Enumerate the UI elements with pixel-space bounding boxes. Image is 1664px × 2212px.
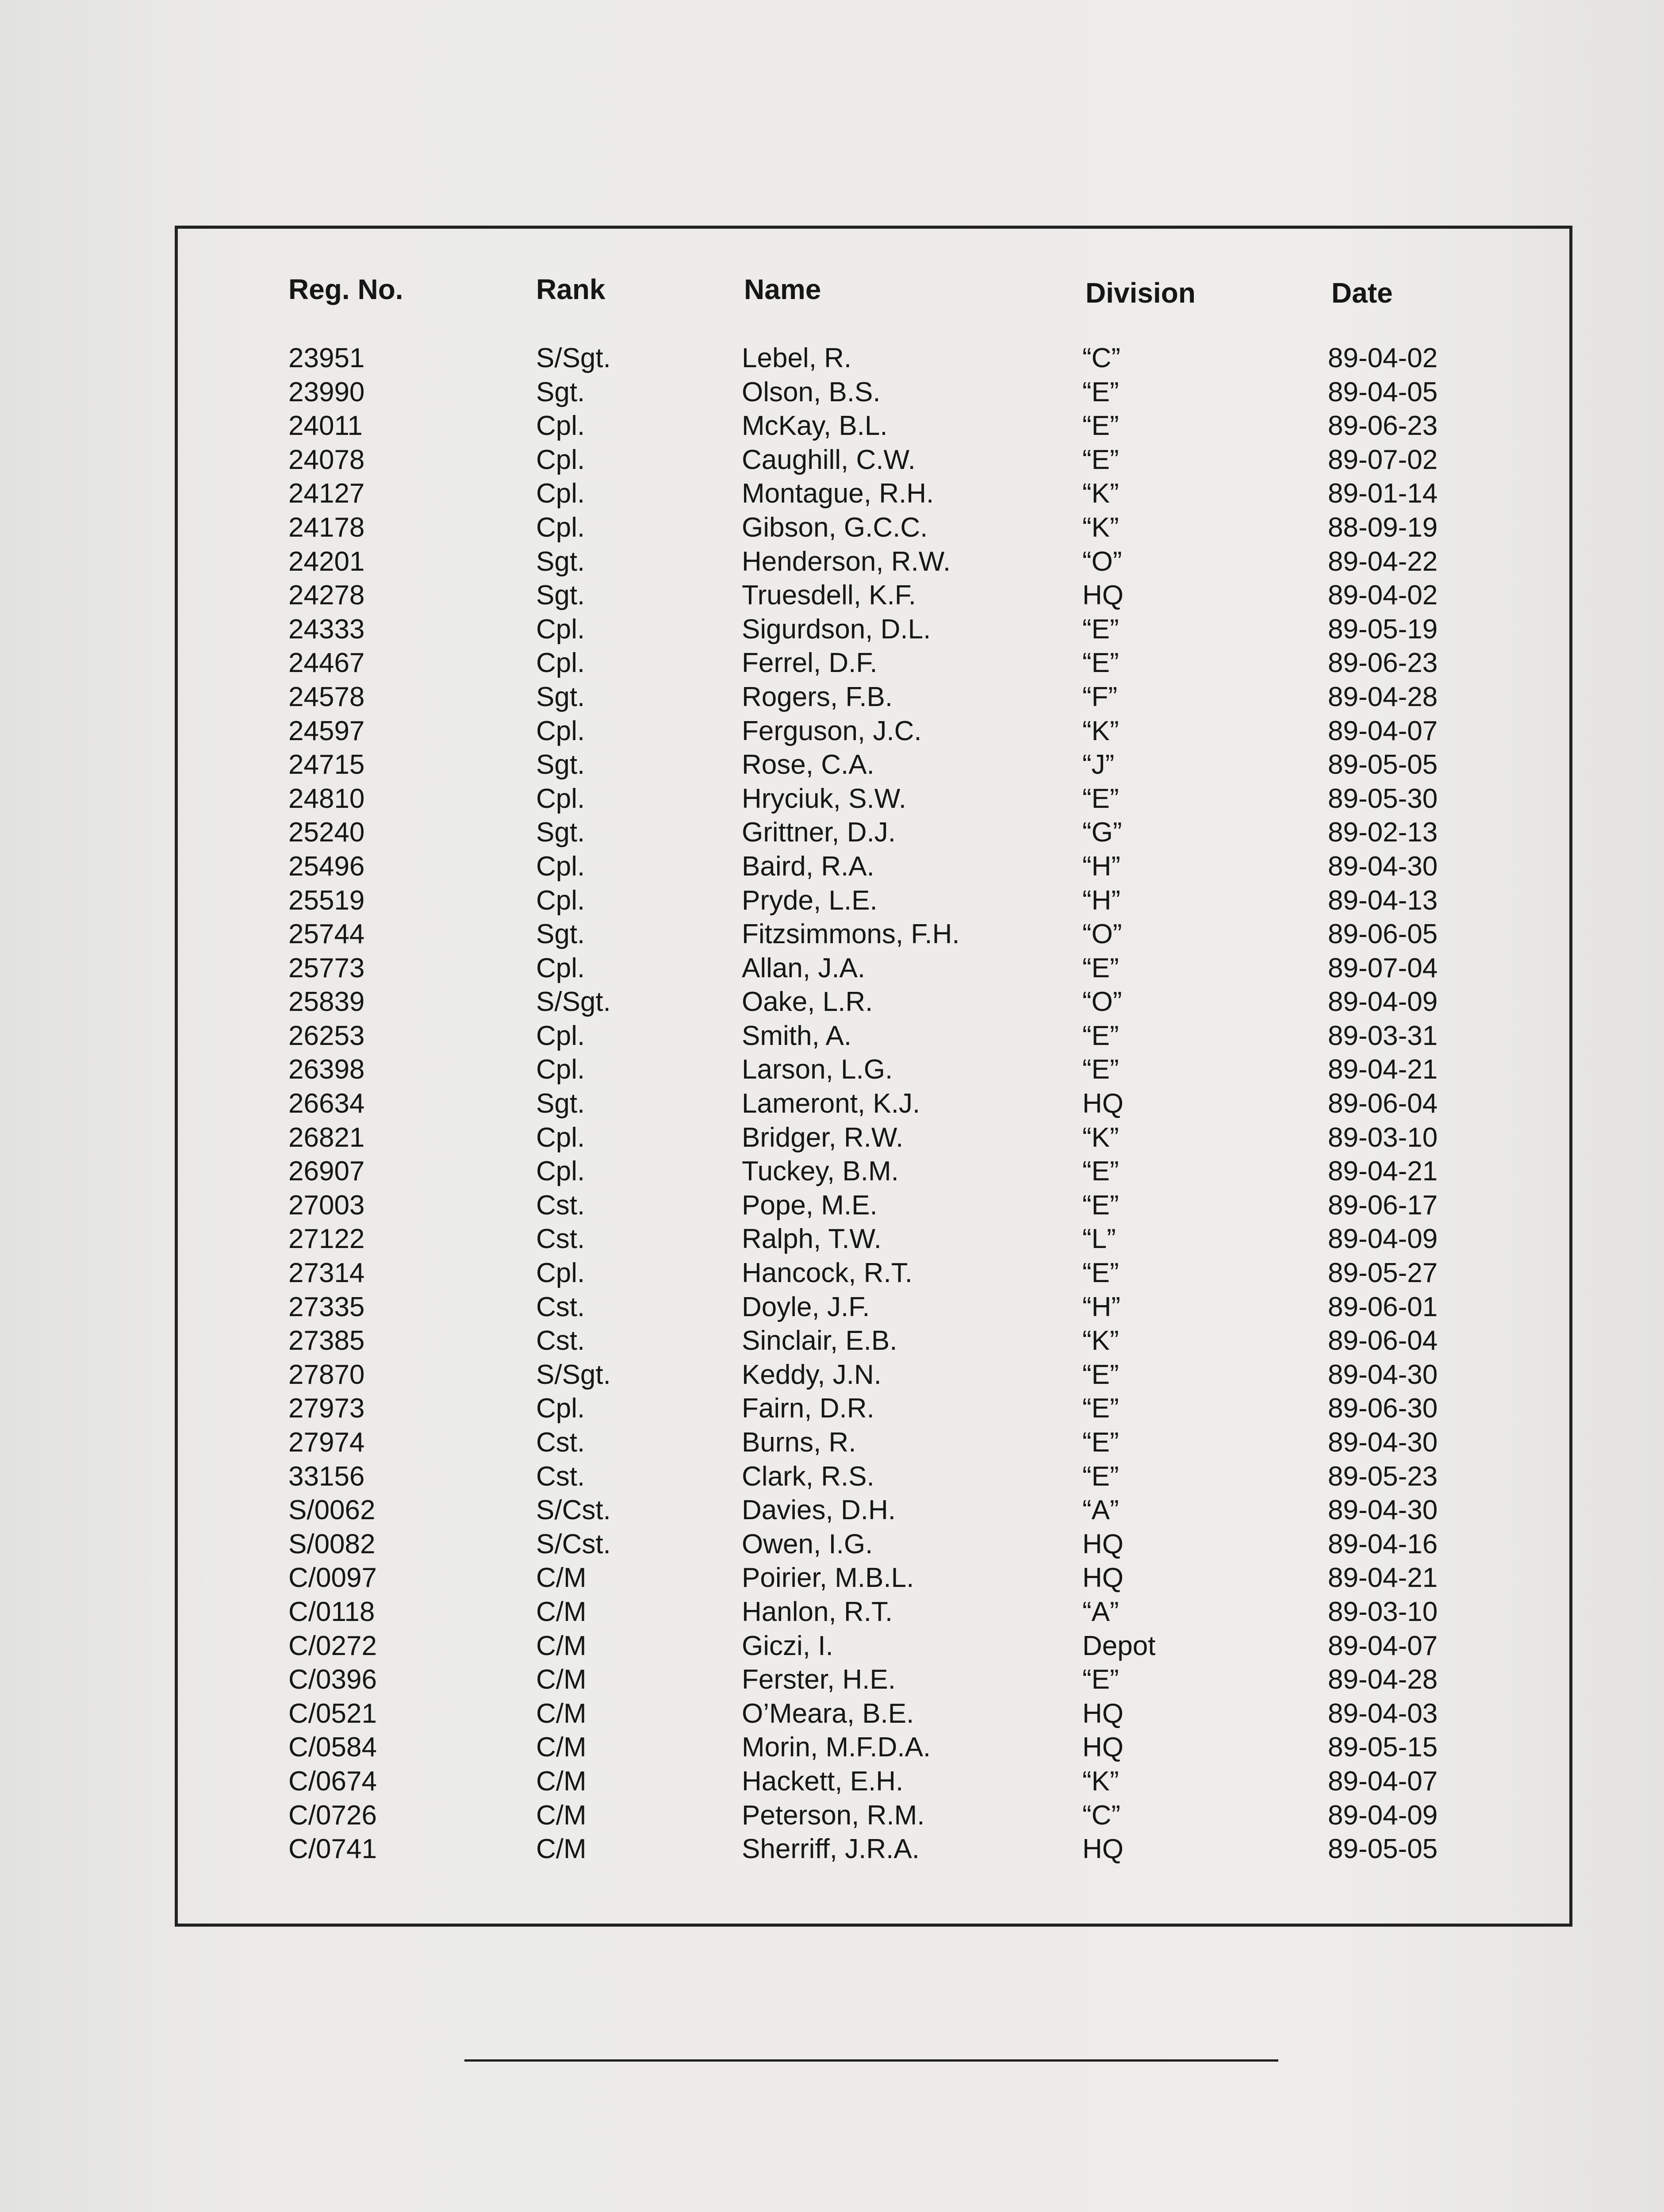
division-cell: “O” (1082, 987, 1122, 1018)
name-cell: Fairn, D.R. (742, 1393, 874, 1424)
date-cell: 89-04-21 (1328, 1156, 1438, 1187)
table-row (178, 409, 1569, 443)
name-cell: Allan, J.A. (742, 952, 866, 983)
reg-no-cell: 24078 (288, 444, 365, 475)
table-row (178, 918, 1569, 952)
reg-no-cell: 27385 (288, 1325, 365, 1356)
rank-cell: Cpl. (536, 411, 585, 442)
table-row (178, 1426, 1569, 1460)
reg-no-cell: C/0674 (288, 1766, 377, 1797)
name-cell: Morin, M.F.D.A. (742, 1732, 931, 1763)
name-cell: Grittner, D.J. (742, 817, 896, 848)
name-cell: Pryde, L.E. (742, 885, 878, 916)
table-row (178, 1358, 1569, 1392)
table-row (178, 443, 1569, 477)
reg-no-cell: C/0726 (288, 1800, 377, 1831)
date-cell: 89-03-10 (1328, 1122, 1438, 1153)
reg-no-cell: 27870 (288, 1359, 365, 1390)
rank-cell: Cpl. (536, 1258, 585, 1289)
division-cell: “E” (1082, 1020, 1119, 1051)
rank-cell: Cpl. (536, 512, 585, 543)
name-cell: Burns, R. (742, 1427, 856, 1458)
reg-no-cell: 26253 (288, 1020, 365, 1051)
division-cell: “E” (1082, 952, 1119, 983)
rank-cell: Cpl. (536, 648, 585, 679)
table-row (178, 782, 1569, 816)
table-row (178, 1222, 1569, 1256)
name-cell: Caughill, C.W. (742, 444, 916, 475)
name-cell: Rogers, F.B. (742, 681, 893, 712)
rank-cell: Cst. (536, 1325, 585, 1356)
name-cell: O’Meara, B.E. (742, 1698, 914, 1729)
date-cell: 89-04-21 (1328, 1054, 1438, 1085)
division-cell: “E” (1082, 1190, 1119, 1221)
rank-cell: Cst. (536, 1224, 585, 1255)
table-row (178, 1392, 1569, 1426)
date-cell: 89-06-04 (1328, 1325, 1438, 1356)
division-cell: “H” (1082, 1291, 1121, 1322)
rank-cell: Cpl. (536, 885, 585, 916)
division-cell: “G” (1082, 817, 1122, 848)
table-row (178, 579, 1569, 613)
rank-cell: C/M (536, 1596, 587, 1627)
table-row (178, 477, 1569, 511)
table-row (178, 1799, 1569, 1833)
rank-cell: Sgt. (536, 681, 585, 712)
name-cell: Baird, R.A. (742, 851, 874, 882)
date-cell: 89-04-13 (1328, 885, 1438, 916)
rank-cell: C/M (536, 1698, 587, 1729)
date-cell: 89-04-03 (1328, 1698, 1438, 1729)
division-cell: “O” (1082, 546, 1122, 577)
rank-cell: S/Sgt. (536, 987, 611, 1018)
name-cell: Hancock, R.T. (742, 1258, 913, 1289)
reg-no-cell: 25240 (288, 817, 365, 848)
table-row (178, 1731, 1569, 1765)
date-cell: 89-05-23 (1328, 1461, 1438, 1492)
name-cell: Hackett, E.H. (742, 1766, 904, 1797)
rank-cell: Cpl. (536, 478, 585, 509)
table-row (178, 1290, 1569, 1325)
table-row (178, 850, 1569, 884)
header-rank: Rank (536, 273, 606, 305)
date-cell: 89-04-05 (1328, 376, 1438, 407)
rank-cell: C/M (536, 1732, 587, 1763)
reg-no-cell: C/0118 (288, 1596, 375, 1627)
reg-no-cell: C/0521 (288, 1698, 377, 1729)
name-cell: Doyle, J.F. (742, 1291, 870, 1322)
division-cell: “K” (1082, 478, 1119, 509)
division-cell: “O” (1082, 919, 1122, 950)
reg-no-cell: 26907 (288, 1156, 365, 1187)
rank-cell: C/M (536, 1834, 587, 1865)
division-cell: HQ (1082, 580, 1123, 611)
table-row (178, 511, 1569, 545)
name-cell: Oake, L.R. (742, 987, 873, 1018)
rank-cell: Cpl. (536, 952, 585, 983)
rank-cell: S/Cst. (536, 1495, 611, 1526)
table-row (178, 1663, 1569, 1697)
table-row (178, 342, 1569, 376)
table-row (178, 985, 1569, 1019)
date-cell: 89-05-30 (1328, 783, 1438, 814)
division-cell: “H” (1082, 851, 1121, 882)
table-row (178, 1155, 1569, 1189)
reg-no-cell: 25744 (288, 919, 365, 950)
division-cell: “E” (1082, 1054, 1119, 1085)
division-cell: “J” (1082, 749, 1115, 780)
name-cell: Bridger, R.W. (742, 1122, 904, 1153)
name-cell: Davies, D.H. (742, 1495, 896, 1526)
rank-cell: Sgt. (536, 546, 585, 577)
rank-cell: Cpl. (536, 1393, 585, 1424)
name-cell: Owen, I.G. (742, 1528, 873, 1559)
division-cell: “L” (1082, 1224, 1116, 1255)
date-cell: 89-04-28 (1328, 681, 1438, 712)
rank-cell: Cst. (536, 1190, 585, 1221)
reg-no-cell: C/0741 (288, 1834, 377, 1865)
rank-cell: S/Sgt. (536, 343, 611, 373)
date-cell: 89-04-30 (1328, 1495, 1438, 1526)
name-cell: Larson, L.G. (742, 1054, 893, 1085)
division-cell: “E” (1082, 444, 1119, 475)
rank-cell: Sgt. (536, 817, 585, 848)
rank-cell: Sgt. (536, 580, 585, 611)
name-cell: Hryciuk, S.W. (742, 783, 907, 814)
date-cell: 89-06-04 (1328, 1088, 1438, 1119)
rank-cell: Cpl. (536, 715, 585, 746)
division-cell: “E” (1082, 1664, 1119, 1695)
date-cell: 89-06-30 (1328, 1393, 1438, 1424)
date-cell: 89-04-09 (1328, 987, 1438, 1018)
reg-no-cell: C/0584 (288, 1732, 377, 1763)
division-cell: “E” (1082, 1393, 1119, 1424)
reg-no-cell: 24011 (288, 411, 363, 442)
name-cell: Pope, M.E. (742, 1190, 878, 1221)
name-cell: Montague, R.H. (742, 478, 934, 509)
name-cell: Gibson, G.C.C. (742, 512, 928, 543)
name-cell: Peterson, R.M. (742, 1800, 925, 1831)
date-cell: 89-03-10 (1328, 1596, 1438, 1627)
reg-no-cell: 27335 (288, 1291, 365, 1322)
table-body (178, 342, 1569, 1866)
table-row (178, 1087, 1569, 1121)
reg-no-cell: 23951 (288, 343, 365, 373)
name-cell: Clark, R.S. (742, 1461, 874, 1492)
rank-cell: Sgt. (536, 376, 585, 407)
date-cell: 89-04-07 (1328, 1630, 1438, 1661)
date-cell: 89-04-22 (1328, 546, 1438, 577)
division-cell: “A” (1082, 1596, 1119, 1627)
name-cell: Giczi, I. (742, 1630, 833, 1661)
division-cell: “E” (1082, 1427, 1119, 1458)
rank-cell: Cpl. (536, 1054, 585, 1085)
table-row (178, 1494, 1569, 1528)
rank-cell: C/M (536, 1630, 587, 1661)
date-cell: 89-05-05 (1328, 749, 1438, 780)
name-cell: Rose, C.A. (742, 749, 874, 780)
division-cell: HQ (1082, 1563, 1123, 1594)
table-row (178, 816, 1569, 850)
table-row (178, 613, 1569, 647)
reg-no-cell: 26634 (288, 1088, 365, 1119)
division-cell: “K” (1082, 1325, 1119, 1356)
date-cell: 89-04-07 (1328, 715, 1438, 746)
division-cell: “F” (1082, 681, 1118, 712)
date-cell: 89-01-14 (1328, 478, 1438, 509)
reg-no-cell: 24467 (288, 648, 365, 679)
rank-cell: S/Cst. (536, 1528, 611, 1559)
date-cell: 89-06-23 (1328, 411, 1438, 442)
reg-no-cell: 24278 (288, 580, 365, 611)
reg-no-cell: 26821 (288, 1122, 365, 1153)
header-division: Division (1085, 277, 1196, 309)
date-cell: 89-05-19 (1328, 614, 1438, 645)
rank-cell: S/Sgt. (536, 1359, 611, 1390)
table-row (178, 1324, 1569, 1358)
table-row (178, 884, 1569, 918)
table-row (178, 545, 1569, 579)
table-row (178, 1561, 1569, 1595)
date-cell: 89-03-31 (1328, 1020, 1438, 1051)
division-cell: HQ (1082, 1732, 1123, 1763)
name-cell: Hanlon, R.T. (742, 1596, 893, 1627)
reg-no-cell: 26398 (288, 1054, 365, 1085)
reg-no-cell: C/0272 (288, 1630, 377, 1661)
reg-no-cell: 24333 (288, 614, 365, 645)
reg-no-cell: S/0062 (288, 1495, 376, 1526)
reg-no-cell: 27973 (288, 1393, 365, 1424)
rank-cell: Cpl. (536, 851, 585, 882)
rank-cell: Cpl. (536, 1020, 585, 1051)
division-cell: “K” (1082, 1766, 1119, 1797)
rank-cell: Cst. (536, 1291, 585, 1322)
rank-cell: Cpl. (536, 783, 585, 814)
name-cell: Olson, B.S. (742, 376, 881, 407)
divider-line (464, 2059, 1278, 2062)
table-row (178, 1595, 1569, 1629)
table-row (178, 714, 1569, 749)
reg-no-cell: 24201 (288, 546, 365, 577)
date-cell: 89-06-23 (1328, 648, 1438, 679)
division-cell: “E” (1082, 614, 1119, 645)
header-reg-no: Reg. No. (288, 273, 403, 305)
name-cell: Ferrel, D.F. (742, 648, 878, 679)
date-cell: 89-07-02 (1328, 444, 1438, 475)
reg-no-cell: 24127 (288, 478, 365, 509)
rank-cell: Sgt. (536, 919, 585, 950)
reg-no-cell: 25773 (288, 952, 365, 983)
date-cell: 89-06-17 (1328, 1190, 1438, 1221)
reg-no-cell: S/0082 (288, 1528, 376, 1559)
date-cell: 89-06-01 (1328, 1291, 1438, 1322)
date-cell: 89-02-13 (1328, 817, 1438, 848)
division-cell: Depot (1082, 1630, 1156, 1661)
reg-no-cell: 25839 (288, 987, 365, 1018)
division-cell: “K” (1082, 512, 1119, 543)
reg-no-cell: 24715 (288, 749, 365, 780)
reg-no-cell: 23990 (288, 376, 365, 407)
name-cell: Fitzsimmons, F.H. (742, 919, 960, 950)
rank-cell: C/M (536, 1664, 587, 1695)
rank-cell: C/M (536, 1800, 587, 1831)
date-cell: 89-04-02 (1328, 580, 1438, 611)
division-cell: “E” (1082, 376, 1119, 407)
date-cell: 89-04-30 (1328, 851, 1438, 882)
reg-no-cell: 33156 (288, 1461, 365, 1492)
date-cell: 89-04-30 (1328, 1427, 1438, 1458)
date-cell: 89-04-02 (1328, 343, 1438, 373)
name-cell: Poirier, M.B.L. (742, 1563, 914, 1594)
table-row (178, 680, 1569, 714)
date-cell: 89-04-30 (1328, 1359, 1438, 1390)
reg-no-cell: 24597 (288, 715, 365, 746)
division-cell: “E” (1082, 411, 1119, 442)
rank-cell: Cpl. (536, 1156, 585, 1187)
rank-cell: Cst. (536, 1427, 585, 1458)
table-row (178, 646, 1569, 680)
rank-cell: Sgt. (536, 749, 585, 780)
reg-no-cell: 25519 (288, 885, 365, 916)
division-cell: “E” (1082, 1461, 1119, 1492)
division-cell: “K” (1082, 715, 1119, 746)
header-name: Name (744, 273, 821, 305)
table-row (178, 1765, 1569, 1799)
name-cell: Lebel, R. (742, 343, 852, 373)
reg-no-cell: 27122 (288, 1224, 365, 1255)
name-cell: Sigurdson, D.L. (742, 614, 931, 645)
reg-no-cell: 24578 (288, 681, 365, 712)
reg-no-cell: 24810 (288, 783, 365, 814)
date-cell: 89-04-09 (1328, 1224, 1438, 1255)
table-row (178, 1629, 1569, 1663)
date-cell: 88-09-19 (1328, 512, 1438, 543)
rank-cell: Cpl. (536, 1122, 585, 1153)
division-cell: “E” (1082, 783, 1119, 814)
date-cell: 89-06-05 (1328, 919, 1438, 950)
name-cell: McKay, B.L. (742, 411, 888, 442)
table-row (178, 952, 1569, 986)
table-row (178, 1460, 1569, 1494)
name-cell: Ferster, H.E. (742, 1664, 896, 1695)
division-cell: “C” (1082, 343, 1121, 373)
reg-no-cell: 25496 (288, 851, 365, 882)
date-cell: 89-05-15 (1328, 1732, 1438, 1763)
header-date: Date (1331, 277, 1393, 309)
table-row (178, 1832, 1569, 1866)
date-cell: 89-04-21 (1328, 1563, 1438, 1594)
table-row (178, 748, 1569, 782)
reg-no-cell: C/0097 (288, 1563, 377, 1594)
rank-cell: Sgt. (536, 1088, 585, 1119)
name-cell: Ralph, T.W. (742, 1224, 882, 1255)
date-cell: 89-05-27 (1328, 1258, 1438, 1289)
name-cell: Truesdell, K.F. (742, 580, 916, 611)
division-cell: HQ (1082, 1088, 1123, 1119)
name-cell: Lameront, K.J. (742, 1088, 920, 1119)
division-cell: HQ (1082, 1698, 1123, 1729)
table-row (178, 1019, 1569, 1053)
name-cell: Tuckey, B.M. (742, 1156, 899, 1187)
table-row (178, 1528, 1569, 1562)
date-cell: 89-04-09 (1328, 1800, 1438, 1831)
table-row (178, 1189, 1569, 1223)
date-cell: 89-04-28 (1328, 1664, 1438, 1695)
rank-cell: C/M (536, 1766, 587, 1797)
reg-no-cell: 27003 (288, 1190, 365, 1221)
division-cell: HQ (1082, 1834, 1123, 1865)
table-row (178, 1256, 1569, 1290)
table-row (178, 1697, 1569, 1731)
name-cell: Henderson, R.W. (742, 546, 951, 577)
date-cell: 89-04-07 (1328, 1766, 1438, 1797)
division-cell: HQ (1082, 1528, 1123, 1559)
rank-cell: Cpl. (536, 444, 585, 475)
division-cell: “E” (1082, 1359, 1119, 1390)
reg-no-cell: C/0396 (288, 1664, 377, 1695)
reg-no-cell: 27314 (288, 1258, 365, 1289)
division-cell: “H” (1082, 885, 1121, 916)
name-cell: Sherriff, J.R.A. (742, 1834, 920, 1865)
rank-cell: Cpl. (536, 614, 585, 645)
date-cell: 89-05-05 (1328, 1834, 1438, 1865)
division-cell: “E” (1082, 1156, 1119, 1187)
division-cell: “K” (1082, 1122, 1119, 1153)
division-cell: “A” (1082, 1495, 1119, 1526)
rank-cell: C/M (536, 1563, 587, 1594)
name-cell: Smith, A. (742, 1020, 852, 1051)
division-cell: “E” (1082, 1258, 1119, 1289)
obituary-table (175, 226, 1572, 1927)
division-cell: “E” (1082, 648, 1119, 679)
table-row (178, 1121, 1569, 1155)
name-cell: Sinclair, E.B. (742, 1325, 897, 1356)
reg-no-cell: 27974 (288, 1427, 365, 1458)
rank-cell: Cst. (536, 1461, 585, 1492)
division-cell: “C” (1082, 1800, 1121, 1831)
date-cell: 89-04-16 (1328, 1528, 1438, 1559)
reg-no-cell: 24178 (288, 512, 365, 543)
name-cell: Keddy, J.N. (742, 1359, 882, 1390)
date-cell: 89-07-04 (1328, 952, 1438, 983)
table-row (178, 376, 1569, 410)
table-row (178, 1053, 1569, 1087)
name-cell: Ferguson, J.C. (742, 715, 922, 746)
